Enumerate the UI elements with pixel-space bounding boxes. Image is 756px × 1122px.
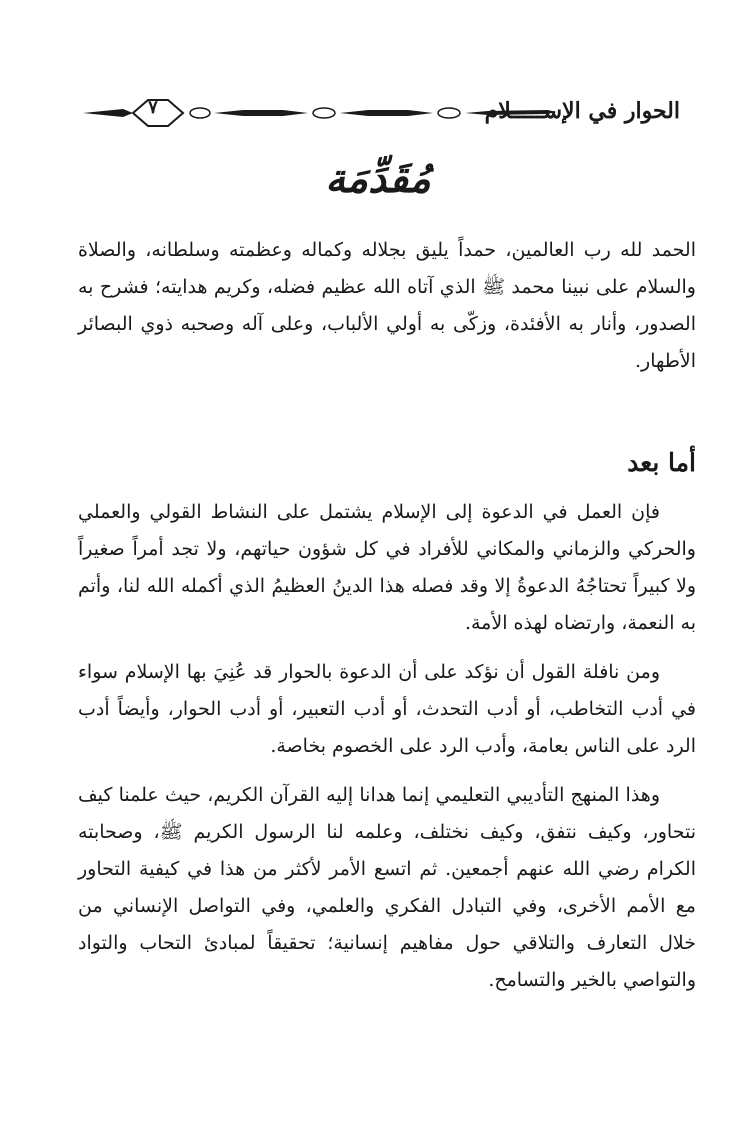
section-heading: أما بعد bbox=[627, 448, 696, 477]
running-header-title: الحوار في الإســـــلام bbox=[484, 98, 680, 124]
paragraph: فإن العمل في الدعوة إلى الإسلام يشتمل على النشاط القولي والعملي والحركي والزماني والمكاني للأفراد في كل شؤون حياتهم، ولا تجد أمراً صغيراً ولا كبيراً تحتاجُهُ الدعوةُ إلا وقد فصله هذا الدينُ العظيمُ الذي أكمله الله لنا، وأتم به النعمة، وارتضاه لهذه الأمة. bbox=[78, 501, 696, 634]
chapter-title: مُقَدِّمَة bbox=[325, 155, 431, 202]
paragraph: وهذا المنهج التأديبي التعليمي إنما هدانا إليه القرآن الكريم، حيث علمنا كيف نتحاور، وكيف نتفق، وكيف نختلف، وعلمه لنا الرسول الكريم ﷺ، وصحابته الكرام رضي الله عنهم أجمعين. ثم اتسع الأمر لأكثر من هذا في كيفية التحاور مع الأمم الأخرى، وفي التبادل الفكري والعلمي، وفي التواصل الإنساني من خلال التعارف والتلاقي حول مفاهيم إنسانية؛ تحقيقاً لمبادئ التحاب والتواد والتواصي بالخير والتسامح. bbox=[78, 784, 696, 991]
intro-paragraph-text: الحمد لله رب العالمين، حمداً يليق بجلاله وكماله وعظمته وسلطانه، والصلاة والسلام على نبينا محمد ﷺ الذي آتاه الله عظيم فضله، وكريم هدايته؛ فشرح به الصدور، وأنار به الأفئدة، وزكّى به أولي الألباب، وعلى آله وصحبه ذوي البصائر الأطهار. bbox=[78, 239, 696, 372]
main-text bbox=[78, 494, 696, 1011]
running-header bbox=[78, 88, 680, 138]
paragraph: ومن نافلة القول أن نؤكد على أن الدعوة بالحوار قد عُنِيَ بها الإسلام سواء في أدب التخاطب، أو أدب التحدث، أو أدب التعبير، أو أدب الحوار، وأيضاً أدب الرد على الناس بعامة، وأدب الرد على الخصوم بخاصة. bbox=[78, 661, 696, 757]
page-number: ٧ bbox=[148, 97, 158, 118]
intro-paragraph bbox=[78, 232, 696, 392]
